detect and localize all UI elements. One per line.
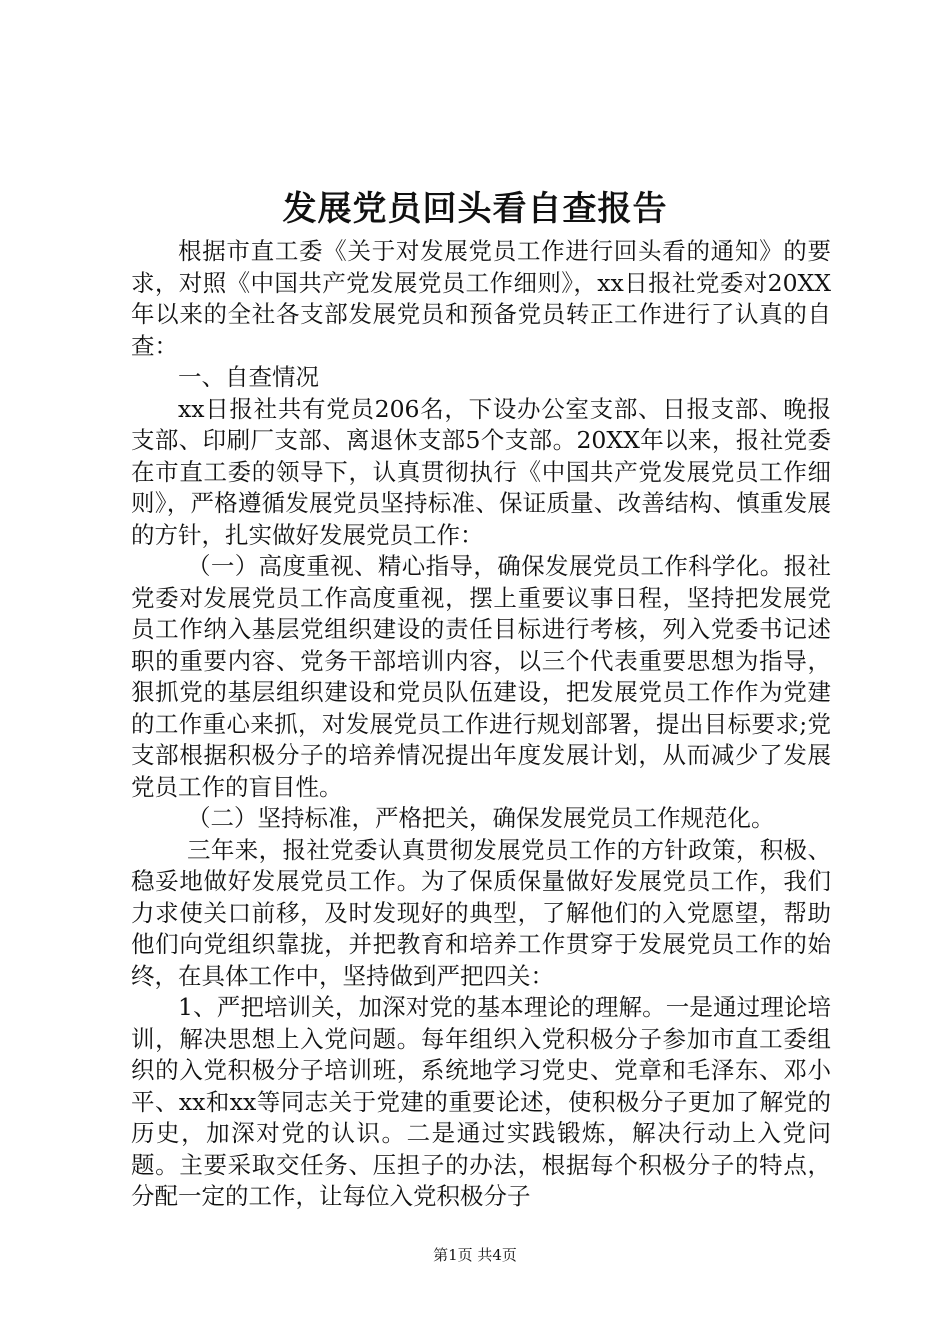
document-body — [131, 236, 831, 1213]
paragraph-training: 1、严把培训关，加深对党的基本理论的理解。一是通过理论培训，解决思想上入党问题。每年组织入党积极分子参加市直工委组织的入党积极分子培训班，系统地学习党史、党章和毛泽东、邓小平、xx和xx等同志关于党建的重要论述，使积极分子更加了解党的历史，加深对党的认识。二是通过实践锻炼，解决行动上入党问题。主要采取交任务、压担子的办法，根据每个积极分子的特点，分配一定的工作，让每位入党积极分子 — [131, 993, 831, 1210]
paragraph-three-years: 三年来，报社党委认真贯彻发展党员工作的方针政策，积极、稳妥地做好发展党员工作。为了保质保量做好发展党员工作，我们力求使关口前移，及时发现好的典型，了解他们的入党愿望，帮助他们向党组织靠拢，并把教育和培养工作贯穿于发展党员工作的始终，在具体工作中，坚持做到严把四关： — [131, 835, 831, 990]
subheading-point-two: （二）坚持标准，严格把关，确保发展党员工作规范化。 — [187, 804, 775, 832]
paragraph-point-one: （一）高度重视、精心指导，确保发展党员工作科学化。报社党委对发展党员工作高度重视，摆上重要议事日程，坚持把发展党员工作纳入基层党组织建设的责任目标进行考核，列入党委书记述职的重要内容、党务干部培训内容，以三个代表重要思想为指导，狠抓党的基层组织建设和党员队伍建设，把发展党员工作作为党建的工作重心来抓，对发展党员工作进行规划部署，提出目标要求;党支部根据积极分子的培养情况提出年度发展计划，从而减少了发展党员工作的盲目性。 — [131, 552, 831, 801]
page-footer: 第1页 共4页 — [433, 1246, 517, 1264]
paragraph-overview: xx日报社共有党员206名，下设办公室支部、日报支部、晚报支部、印刷厂支部、离退休支部5个支部。20XX年以来，报社党委在市直工委的领导下，认真贯彻执行《中国共产党发展党员工作细则》，严格遵循发展党员坚持标准、保证质量、改善结构、慎重发展的方针，扎实做好发展党员工作： — [131, 394, 831, 549]
section-heading-self-check: 一、自查情况 — [178, 363, 319, 391]
paragraph-intro: 根据市直工委《关于对发展党员工作进行回头看的通知》的要求，对照《中国共产党发展党员工作细则》，xx日报社党委对20XX年以来的全社各支部发展党员和预备党员转正工作进行了认真的自查： — [131, 237, 831, 360]
document-title: 发展党员回头看自查报告 — [282, 189, 668, 229]
